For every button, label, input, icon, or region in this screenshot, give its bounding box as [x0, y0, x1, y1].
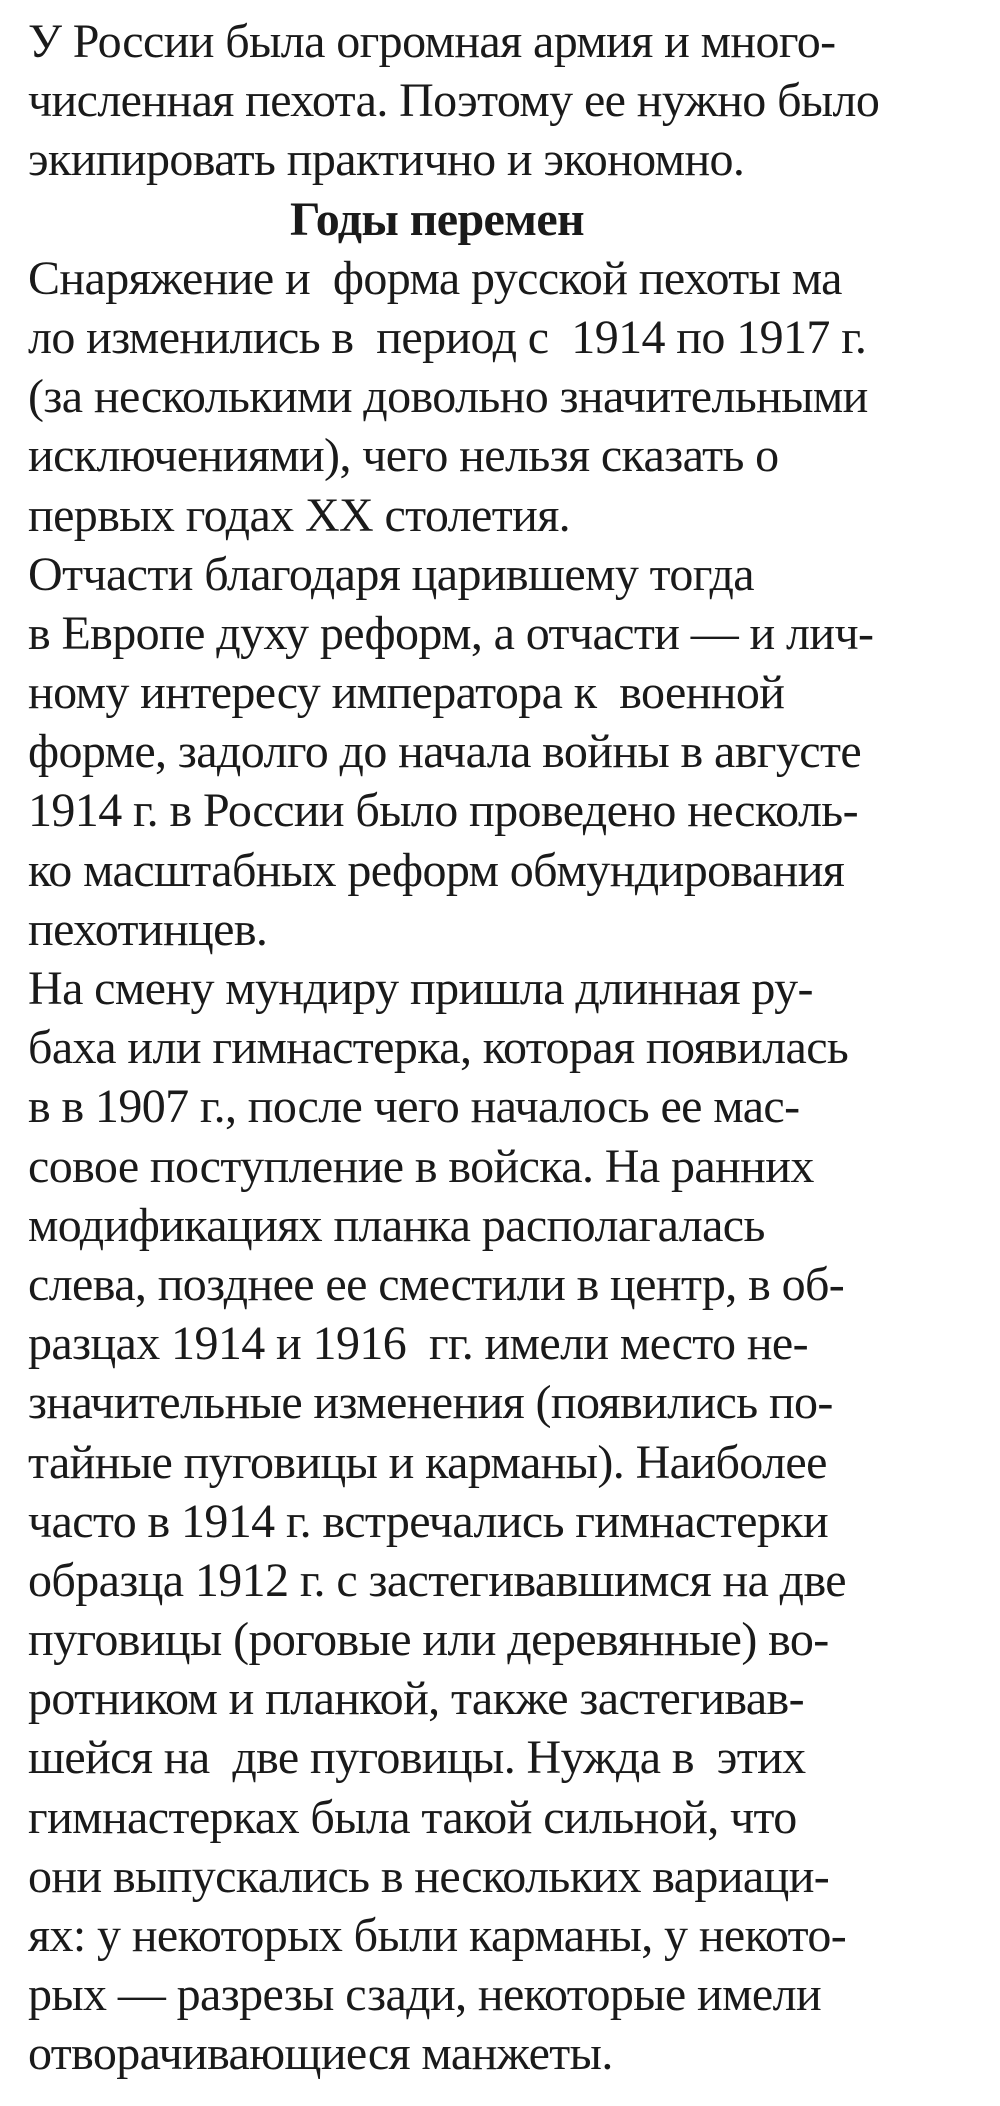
body-line-24: пуговицы (роговые или деревянные) во- [28, 1613, 829, 1667]
body-line-9: форме, задолго до начала войны в августе [28, 725, 862, 779]
body-line-16: совое поступление в войска. На ранних [28, 1139, 814, 1193]
body-line-19: разцах 1914 и 1916 гг. имели место не- [28, 1317, 809, 1371]
body-line-1: Снаряжение и форма русской пехоты ма [28, 251, 842, 305]
body-line-4: исключениями), чего нельзя сказать о [28, 429, 779, 483]
body-line-8: ному интересу императора к военной [28, 666, 785, 720]
body-line-18: слева, позднее ее сместили в центр, в об- [28, 1257, 845, 1311]
intro-line-2: численная пехота. Поэтому ее нужно было [28, 74, 880, 128]
intro-line-3: экипировать практично и экономно. [28, 133, 745, 187]
body-line-22: часто в 1914 г. встречались гимнастерки [28, 1494, 829, 1548]
body-line-23: образца 1912 г. с застегивавшимся на две [28, 1553, 846, 1607]
body-line-10: 1914 г. в России было проведено несколь- [28, 784, 858, 838]
body-line-21: тайные пуговицы и карманы). Наиболее [28, 1435, 827, 1489]
body-line-25: ротником и планкой, также застегивав- [28, 1672, 804, 1726]
body-line-2: ло изменились в период с 1914 по 1917 г. [28, 310, 867, 364]
intro-line-1: У России была огромная армия и много- [28, 15, 836, 68]
body-line-26: шейся на две пуговицы. Нужда в этих [28, 1731, 806, 1785]
body-line-13: На смену мундиру пришла длинная ру- [28, 962, 813, 1015]
body-line-12: пехотинцев. [28, 902, 268, 956]
body-line-30: рых — разрезы сзади, некоторые имели [28, 1968, 822, 2022]
body-line-29: ях: у некоторых были карманы, у некото- [28, 1909, 847, 1962]
body-line-11: ко масштабных реформ обмундирования [28, 843, 845, 897]
body-line-7: в Европе духу реформ, а отчасти — и лич- [28, 606, 874, 660]
body-line-14: баха или гимнастерка, которая появилась [28, 1021, 849, 1075]
body-line-27: гимнастерках была такой сильной, что [28, 1790, 797, 1844]
body-line-5: первых годах ХХ столетия. [28, 488, 571, 542]
body-line-20: значительные изменения (появились по- [28, 1376, 833, 1430]
body-line-31: отворачивающиеся манжеты. [28, 2027, 613, 2081]
body-line-15: в в 1907 г., после чего началось ее мас- [28, 1080, 800, 1134]
body-line-3: (за несколькими довольно значительными [28, 370, 868, 424]
section-heading: Годы перемен [290, 192, 585, 246]
body-line-6: Отчасти благодаря царившему тогда [28, 547, 755, 601]
body-line-17: модификациях планка располагалась [28, 1198, 765, 1252]
body-line-28: они выпускались в нескольких вариаци- [28, 1849, 830, 1903]
